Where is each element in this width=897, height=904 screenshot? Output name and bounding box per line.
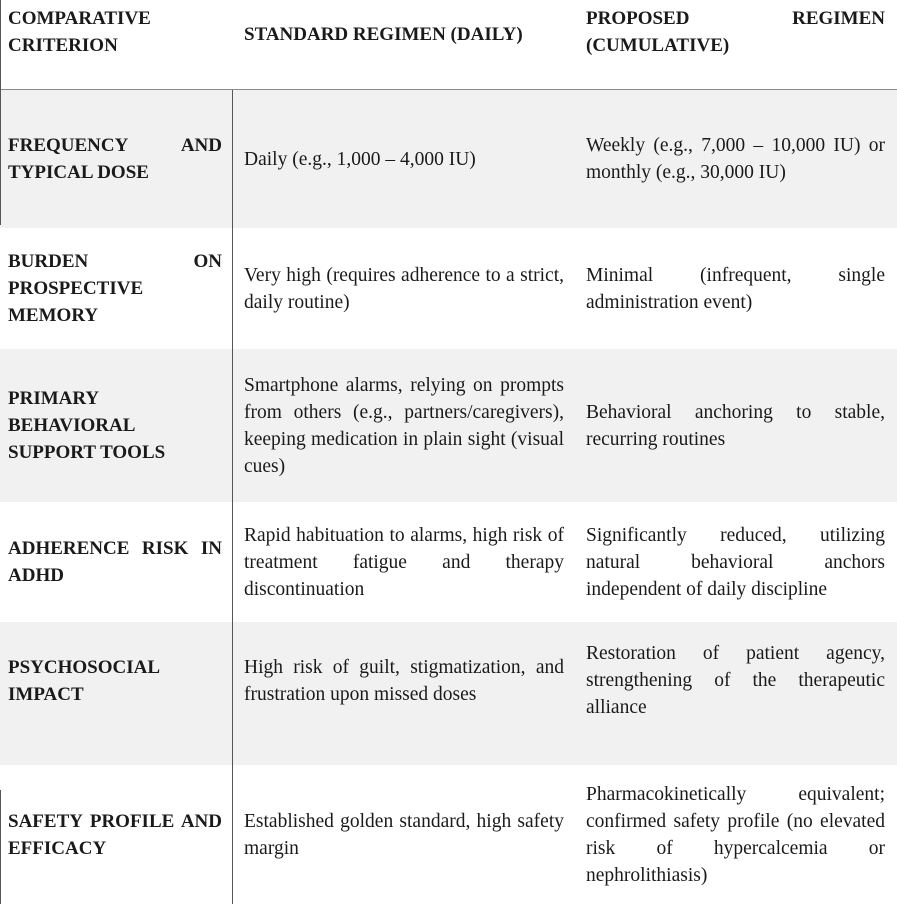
criterion-label: PSYCHOSOCIAL IMPACT [8,657,161,705]
criterion-label: ADHERENCE RISK IN ADHD [8,538,222,586]
header-criterion-cell [0,0,233,89]
table-row [0,228,897,349]
standard-value: Established golden standard, high safety margin [244,810,564,859]
proposed-cell [576,349,897,502]
header-standard-cell [233,0,576,89]
proposed-value: Significantly reduced, utilizing natural behavioral anchors independent of daily discipline [586,524,885,600]
table-left-edge [0,0,1,225]
header-proposed-cell [576,0,897,89]
criterion-cell [0,765,233,904]
standard-cell [233,90,576,228]
proposed-cell [576,622,897,765]
header-criterion: COMPARATIVE CRITERION [8,8,151,56]
column-divider [232,90,233,904]
proposed-cell [576,765,897,904]
standard-cell [233,622,576,765]
proposed-value: Restoration of patient agency, strengthening of the therapeutic alliance [586,643,885,718]
proposed-cell [576,228,897,349]
table-row [0,349,897,502]
header-divider [0,89,897,90]
standard-value: Rapid habituation to alarms, high risk of treatment fatigue and therapy discontinuation [244,524,564,600]
criterion-cell [0,90,233,228]
header-proposed: PROPOSED REGIMEN (CUMULATIVE) [586,8,885,56]
standard-value: Daily (e.g., 1,000 – 4,000 IU) [244,148,476,170]
table-row [0,765,897,904]
criterion-label: PRIMARY BEHAVIORAL SUPPORT TOOLS [8,388,166,463]
proposed-value: Pharmacokinetically equivalent; confirmed safety profile (no elevated risk of hypercalcemia or nephrolithiasis) [586,783,885,886]
standard-cell [233,349,576,502]
table-row [0,502,897,622]
proposed-value: Weekly (e.g., 7,000 – 10,000 IU) or monthly (e.g., 30,000 IU) [586,135,885,183]
criterion-label: FREQUENCY AND TYPICAL DOSE [8,135,222,183]
standard-value: High risk of guilt, stigmatization, and frustration upon missed doses [244,657,564,705]
criterion-cell [0,228,233,349]
proposed-value: Behavioral anchoring to stable, recurring routines [586,401,885,450]
standard-cell [233,765,576,904]
criterion-cell [0,622,233,765]
table-header-row [0,0,897,89]
criterion-cell [0,349,233,502]
criterion-cell [0,502,233,622]
standard-value: Smartphone alarms, relying on prompts from others (e.g., partners/caregivers), keeping medication in plain sight (visual cues) [244,374,564,477]
proposed-value: Minimal (infrequent, single administration event) [586,264,885,313]
standard-cell [233,502,576,622]
table-row [0,90,897,228]
criterion-label: SAFETY PROFILE AND EFFICACY [8,810,222,859]
proposed-cell [576,502,897,622]
standard-value: Very high (requires adherence to a strict, daily routine) [244,264,564,313]
standard-cell [233,228,576,349]
proposed-cell [576,90,897,228]
criterion-label: BURDEN ON PROSPECTIVE MEMORY [8,251,222,326]
header-standard: STANDARD REGIMEN (DAILY) [244,24,523,45]
table-row [0,622,897,765]
table-left-edge [0,790,1,904]
